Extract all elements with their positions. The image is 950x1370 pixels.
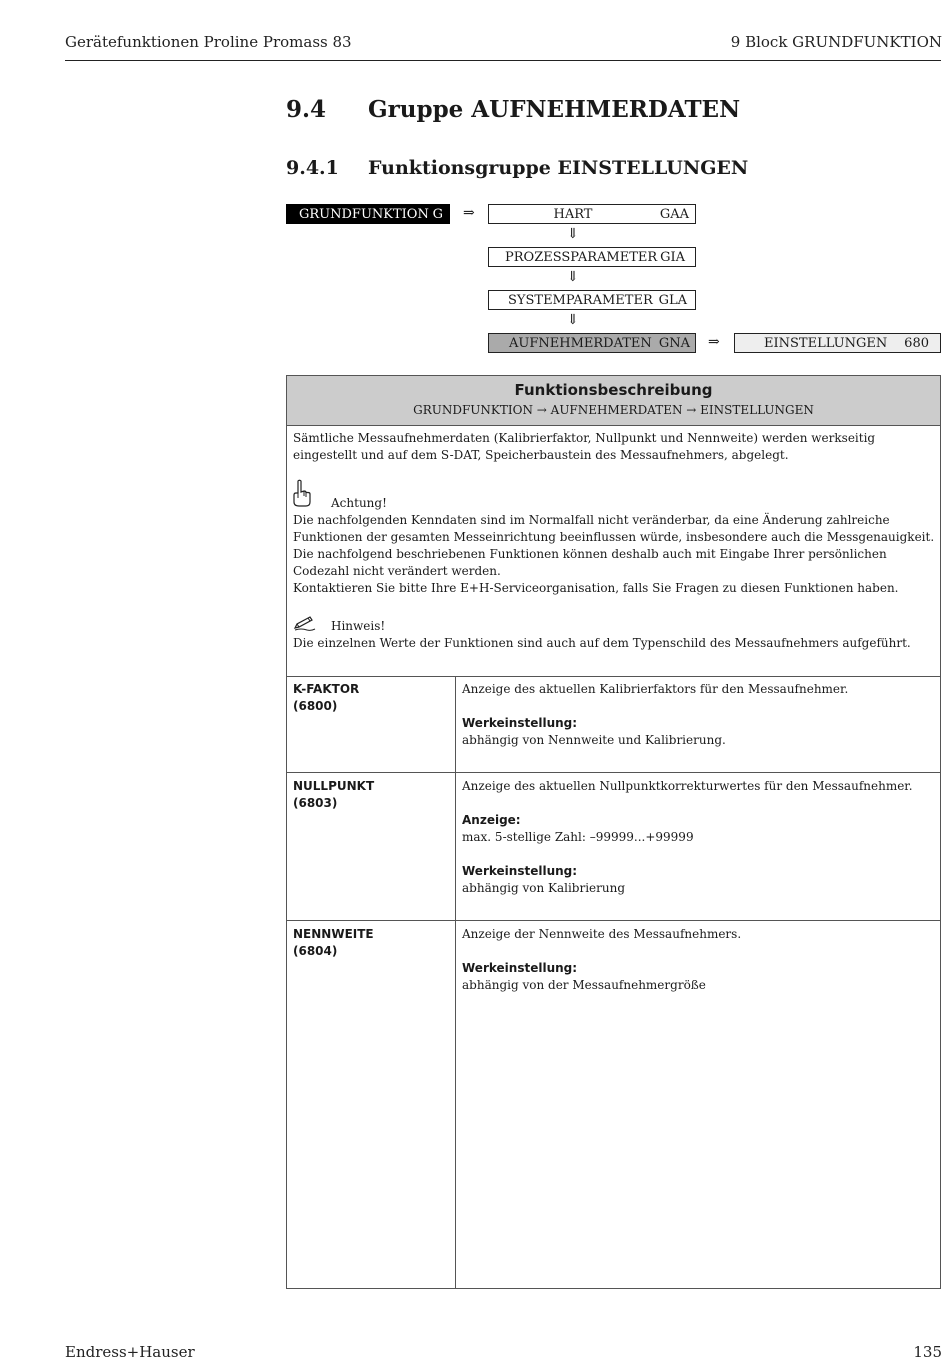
nav-group-code: GNA (658, 336, 690, 351)
warning-label: Achtung! (331, 496, 387, 510)
function-name: K-FAKTOR (293, 682, 360, 696)
row-divider (286, 920, 941, 921)
setting-value: abhängig von Kalibrierung (462, 881, 626, 895)
function-name: NULLPUNKT (293, 779, 375, 793)
contact-text: Kontaktieren Sie bitte Ihre E+H-Serviceorganisation, falls Sie Fragen zu diesen Funktionen haben. (293, 581, 899, 595)
footer-left: Endress+Hauser (65, 1343, 195, 1361)
nav-group-aufnehmerdaten (488, 333, 696, 353)
pencil-icon (293, 615, 317, 631)
nav-group-code: GIA (660, 250, 685, 265)
nav-root-label: GRUNDFUNKTION (299, 207, 429, 222)
nav-arrow-right-1: ⇒ (463, 205, 475, 221)
subsection-number: 9.4.1 (286, 157, 339, 179)
pointing-hand-icon (291, 479, 313, 507)
display-label: Anzeige: (462, 813, 521, 827)
nav-group-label: PROZESSPARAMETER (505, 250, 658, 265)
nav-group-code: GLA (658, 293, 687, 308)
table-header (287, 376, 940, 426)
nav-arrow-right-2: ⇒ (708, 334, 720, 350)
function-code: (6803) (293, 796, 338, 810)
nav-group-code: GAA (659, 207, 689, 222)
nav-root-box (286, 204, 450, 224)
header-left: Gerätefunktionen Proline Promass 83 (65, 33, 352, 51)
function-description: Anzeige der Nennweite des Messaufnehmers. (462, 927, 742, 941)
function-description: Anzeige des aktuellen Nullpunktkorrekturwertes für den Messaufnehmer. (462, 779, 913, 793)
function-code: (6804) (293, 944, 338, 958)
table-title: Funktionsbeschreibung (514, 381, 713, 399)
intro-text: Sämtliche Messaufnehmerdaten (Kalibrierfaktor, Nullpunkt und Nennweite) werden werkseitig eingestellt und auf dem S-DAT, Speicherbaustein des Messaufnehmers, abgelegt. (293, 431, 876, 462)
setting-value: abhängig von Nennweite und Kalibrierung. (462, 733, 726, 747)
nav-group-label: AUFNEHMERDATEN (509, 336, 652, 351)
nav-group-prozessparameter (488, 247, 696, 267)
nav-arrow-down-2: ⇓ (567, 269, 579, 285)
header-rule (65, 60, 941, 61)
warning-text: Die nachfolgenden Kenndaten sind im Normalfall nicht veränderbar, da eine Änderung zahlreiche Funktionen der gesamten Messeinrichtung beeinflussen würde, insbesondere auch die Messgenauigkeit. Die nachfolgend beschriebenen Funktionen können deshalb auch mit Eingabe Ihrer persönlichen Codezahl nicht verändert werden. (293, 513, 935, 578)
table-path: GRUNDFUNKTION → AUFNEHMERDATEN → EINSTELLUNGEN (413, 403, 814, 417)
display-value: max. 5-stellige Zahl: –99999...+99999 (462, 830, 694, 844)
header-right: 9 Block GRUNDFUNKTION (730, 33, 942, 51)
function-name: NENNWEITE (293, 927, 374, 941)
nav-target-code: 680 (904, 336, 929, 351)
note-text: Die einzelnen Werte der Funktionen sind auch auf dem Typenschild des Messaufnehmers aufgeführt. (293, 636, 911, 650)
nav-group-label: SYSTEMPARAMETER (508, 293, 653, 308)
setting-label: Werkeinstellung: (462, 864, 578, 878)
nav-target-label: EINSTELLUNGEN (764, 336, 888, 351)
nav-group-systemparameter (488, 290, 696, 310)
nav-group-hart (488, 204, 696, 224)
row-divider (286, 676, 941, 677)
function-code: (6800) (293, 699, 338, 713)
note-label: Hinweis! (331, 619, 386, 633)
nav-arrow-down-1: ⇓ (567, 226, 579, 242)
nav-root-code: G (432, 207, 443, 222)
section-number: 9.4 (286, 96, 327, 123)
column-divider (455, 676, 456, 1288)
nav-target-box (734, 333, 941, 353)
setting-label: Werkeinstellung: (462, 961, 578, 975)
page-number: 135 (913, 1343, 942, 1361)
nav-group-label: HART (553, 207, 593, 222)
nav-arrow-down-3: ⇓ (567, 312, 579, 328)
setting-label: Werkeinstellung: (462, 716, 578, 730)
function-description: Anzeige des aktuellen Kalibrierfaktors für den Messaufnehmer. (462, 682, 849, 696)
setting-value: abhängig von der Messaufnehmergröße (462, 978, 706, 992)
row-divider (286, 772, 941, 773)
section-title: Gruppe AUFNEHMERDATEN (368, 96, 741, 123)
subsection-title: Funktionsgruppe EINSTELLUNGEN (368, 157, 749, 179)
